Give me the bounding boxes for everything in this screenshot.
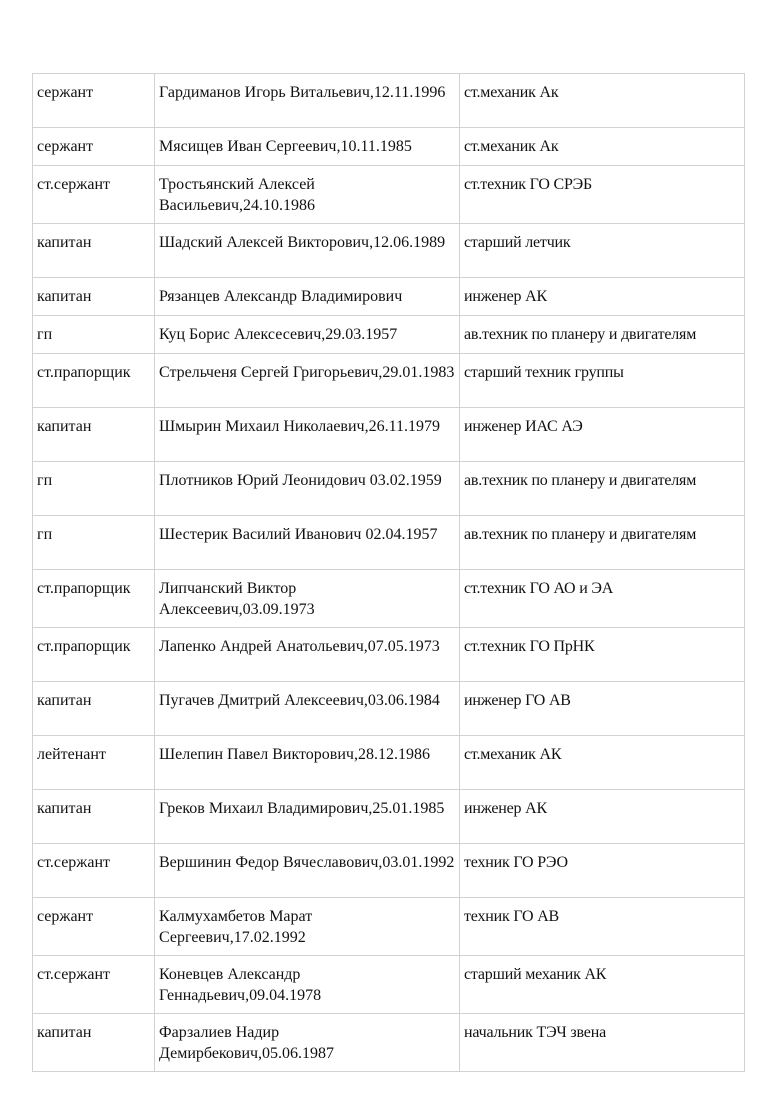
table-row: [33, 128, 745, 166]
name-cell: Вершинин Федор Вячеславович,03.01.1992: [155, 844, 460, 898]
name-cell: Стрельченя Сергей Григорьевич,29.01.1983: [155, 354, 460, 408]
name-cell: Шадский Алексей Викторович,12.06.1989: [155, 224, 460, 278]
rank-cell: капитан: [33, 1014, 155, 1072]
name-cell: Греков Михаил Владимирович,25.01.1985: [155, 790, 460, 844]
rank-cell: сержант: [33, 74, 155, 128]
rank-cell: капитан: [33, 682, 155, 736]
rank-cell: гп: [33, 462, 155, 516]
name-cell: Шестерик Василий Иванович 02.04.1957: [155, 516, 460, 570]
table-row: [33, 516, 745, 570]
position-cell: техник ГО АВ: [460, 898, 745, 956]
table-row: [33, 898, 745, 956]
table-row: [33, 570, 745, 628]
position-cell: ав.техник по планеру и двигателям: [460, 316, 745, 354]
table-row: [33, 278, 745, 316]
rank-cell: капитан: [33, 408, 155, 462]
table-row: [33, 74, 745, 128]
table-row: [33, 316, 745, 354]
position-cell: старший летчик: [460, 224, 745, 278]
rank-cell: капитан: [33, 278, 155, 316]
position-cell: ав.техник по планеру и двигателям: [460, 516, 745, 570]
name-cell: Плотников Юрий Леонидович 03.02.1959: [155, 462, 460, 516]
rank-cell: ст.прапорщик: [33, 628, 155, 682]
table-row: [33, 1014, 745, 1072]
table-row: [33, 628, 745, 682]
name-cell: Шмырин Михаил Николаевич,26.11.1979: [155, 408, 460, 462]
position-cell: ст.механик Ак: [460, 128, 745, 166]
name-cell: Мясищев Иван Сергеевич,10.11.1985: [155, 128, 460, 166]
table-row: [33, 462, 745, 516]
name-cell: Гардиманов Игорь Витальевич,12.11.1996: [155, 74, 460, 128]
table-row: [33, 790, 745, 844]
table-row: [33, 408, 745, 462]
position-cell: ст.механик Ак: [460, 74, 745, 128]
name-cell: Фарзалиев Надир Демирбекович,05.06.1987: [155, 1014, 460, 1072]
rank-cell: ст.сержант: [33, 166, 155, 224]
table-row: [33, 354, 745, 408]
position-cell: ст.механик АК: [460, 736, 745, 790]
rank-cell: сержант: [33, 128, 155, 166]
rank-cell: капитан: [33, 224, 155, 278]
position-cell: инженер АК: [460, 790, 745, 844]
name-cell: Пугачев Дмитрий Алексеевич,03.06.1984: [155, 682, 460, 736]
table-row: [33, 956, 745, 1014]
position-cell: ст.техник ГО ПрНК: [460, 628, 745, 682]
position-cell: ст.техник ГО СРЭБ: [460, 166, 745, 224]
position-cell: ст.техник ГО АО и ЭА: [460, 570, 745, 628]
rank-cell: лейтенант: [33, 736, 155, 790]
position-cell: старший механик АК: [460, 956, 745, 1014]
name-cell: Куц Борис Алексесевич,29.03.1957: [155, 316, 460, 354]
name-cell: Шелепин Павел Викторович,28.12.1986: [155, 736, 460, 790]
rank-cell: ст.сержант: [33, 844, 155, 898]
table-row: [33, 844, 745, 898]
name-cell: Тростьянский Алексей Васильевич,24.10.1986: [155, 166, 460, 224]
table-row: [33, 224, 745, 278]
personnel-table: [32, 73, 745, 1072]
position-cell: инженер АК: [460, 278, 745, 316]
rank-cell: гп: [33, 316, 155, 354]
rank-cell: ст.прапорщик: [33, 570, 155, 628]
name-cell: Лапенко Андрей Анатольевич,07.05.1973: [155, 628, 460, 682]
name-cell: Рязанцев Александр Владимирович: [155, 278, 460, 316]
name-cell: Калмухамбетов Марат Сергеевич,17.02.1992: [155, 898, 460, 956]
table-row: [33, 736, 745, 790]
rank-cell: ст.прапорщик: [33, 354, 155, 408]
rank-cell: гп: [33, 516, 155, 570]
table-row: [33, 682, 745, 736]
position-cell: инженер ГО АВ: [460, 682, 745, 736]
rank-cell: капитан: [33, 790, 155, 844]
table-row: [33, 166, 745, 224]
name-cell: Липчанский Виктор Алексеевич,03.09.1973: [155, 570, 460, 628]
position-cell: ав.техник по планеру и двигателям: [460, 462, 745, 516]
name-cell: Коневцев Александр Геннадьевич,09.04.1978: [155, 956, 460, 1014]
rank-cell: сержант: [33, 898, 155, 956]
position-cell: старший техник группы: [460, 354, 745, 408]
rank-cell: ст.сержант: [33, 956, 155, 1014]
position-cell: начальник ТЭЧ звена: [460, 1014, 745, 1072]
position-cell: инженер ИАС АЭ: [460, 408, 745, 462]
position-cell: техник ГО РЭО: [460, 844, 745, 898]
